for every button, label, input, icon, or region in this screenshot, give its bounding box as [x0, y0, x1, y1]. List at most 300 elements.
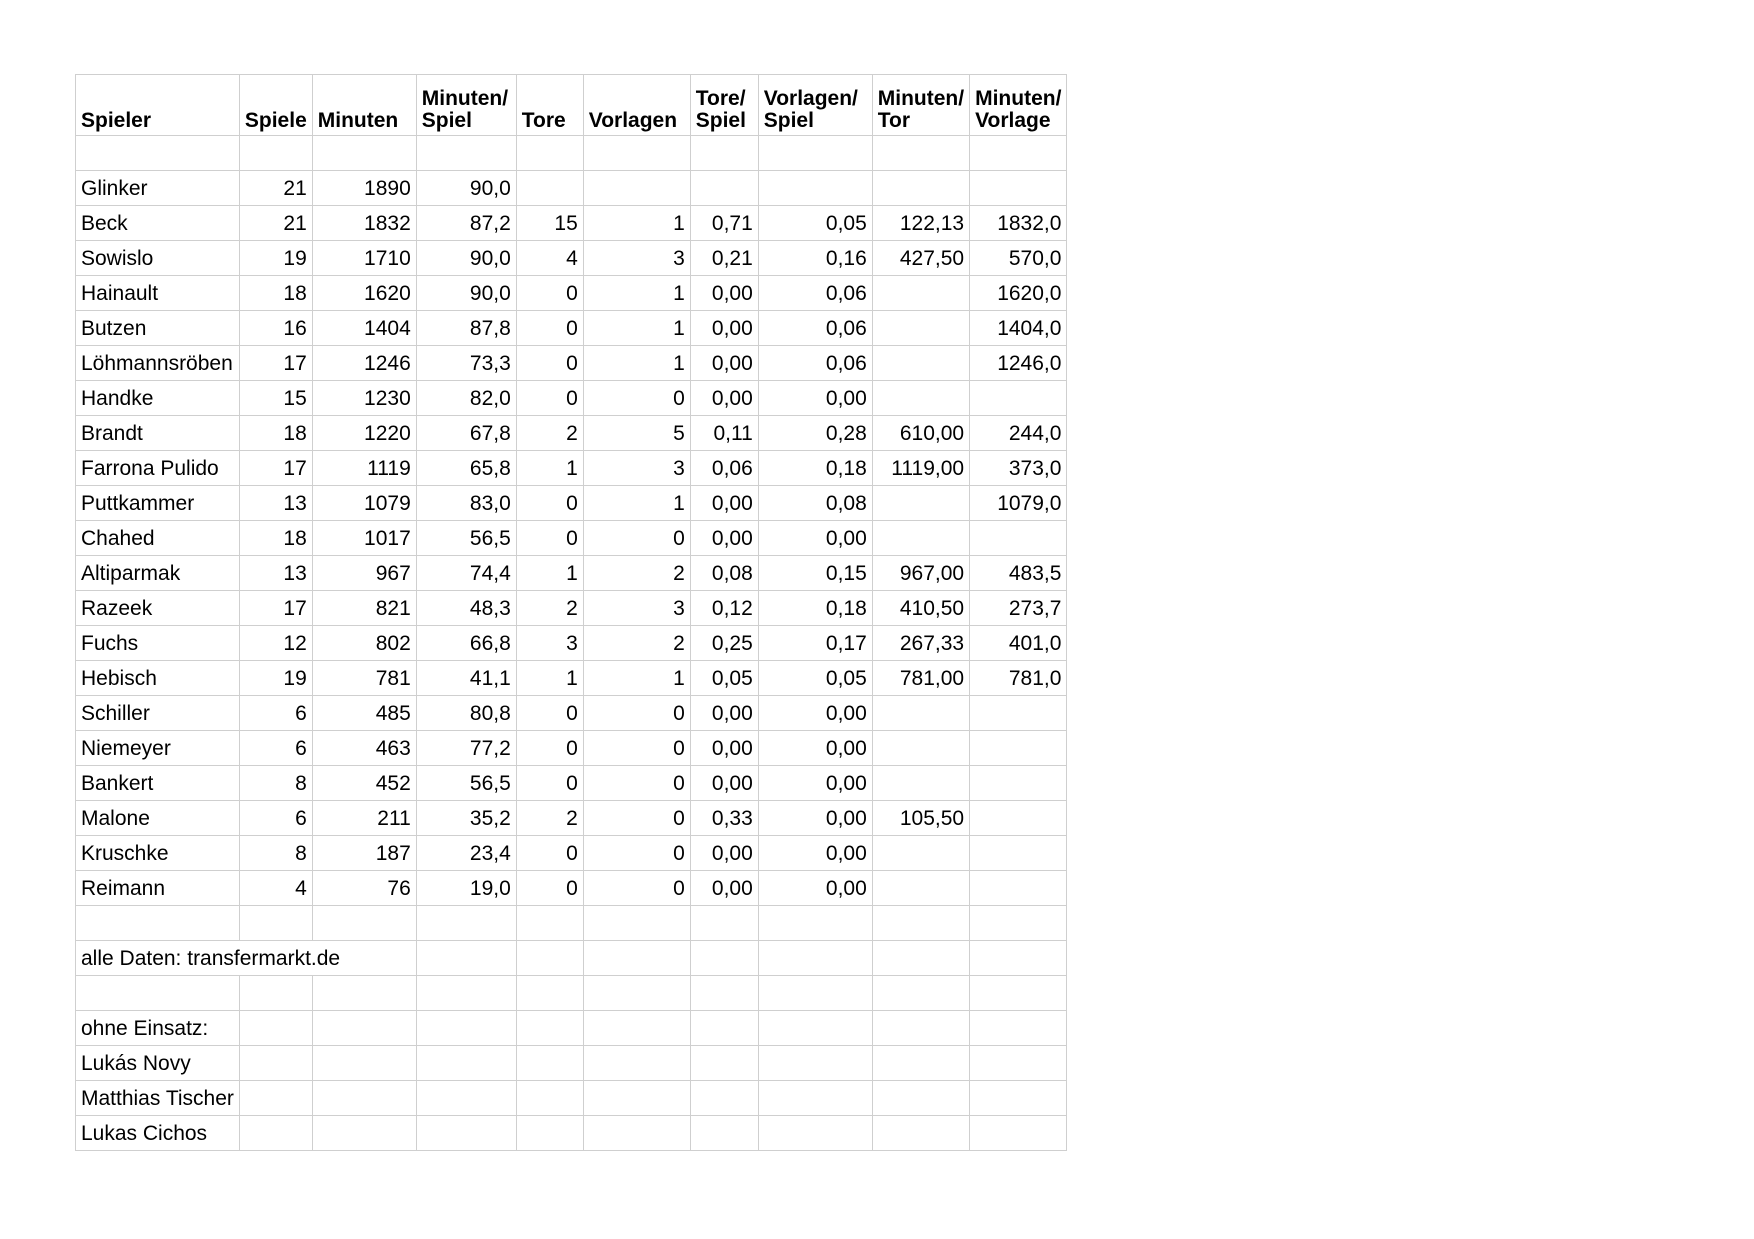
- tore-pro-spiel-cell[interactable]: 0,00: [690, 346, 758, 381]
- spieler-cell[interactable]: Reimann: [76, 871, 240, 906]
- empty-cell[interactable]: [758, 976, 872, 1011]
- spiele-cell[interactable]: 8: [239, 766, 312, 801]
- empty-cell[interactable]: [758, 906, 872, 941]
- empty-cell[interactable]: [416, 1081, 516, 1116]
- vorlagen-pro-spiel-cell[interactable]: 0,00: [758, 521, 872, 556]
- empty-cell[interactable]: [312, 136, 416, 171]
- minuten-pro-spiel-cell[interactable]: 74,4: [416, 556, 516, 591]
- empty-cell[interactable]: [239, 976, 312, 1011]
- header-label: Minuten/: [421, 87, 509, 111]
- header-tore-pro-spiel[interactable]: [690, 75, 758, 136]
- tore-pro-spiel-cell[interactable]: 0,25: [690, 626, 758, 661]
- spiele-cell[interactable]: 17: [239, 591, 312, 626]
- header-vorlagen-pro-spiel[interactable]: [758, 75, 872, 136]
- empty-cell[interactable]: [970, 941, 1067, 976]
- minuten-pro-vorlage-cell[interactable]: 781,0: [970, 661, 1067, 696]
- unused-player-cell[interactable]: Matthias Tischer: [76, 1081, 240, 1116]
- tore-cell[interactable]: 0: [516, 276, 583, 311]
- empty-cell[interactable]: [872, 976, 969, 1011]
- spieler-cell[interactable]: Kruschke: [76, 836, 240, 871]
- empty-cell[interactable]: [758, 1116, 872, 1151]
- minuten-cell[interactable]: 967: [312, 556, 416, 591]
- vorlagen-cell[interactable]: 0: [583, 871, 690, 906]
- minuten-pro-vorlage-cell[interactable]: 1246,0: [970, 346, 1067, 381]
- vorlagen-cell[interactable]: 0: [583, 381, 690, 416]
- empty-cell[interactable]: [312, 976, 416, 1011]
- vorlagen-pro-spiel-cell[interactable]: 0,17: [758, 626, 872, 661]
- vorlagen-pro-spiel-cell[interactable]: 0,05: [758, 206, 872, 241]
- minuten-pro-tor-cell[interactable]: [872, 731, 969, 766]
- empty-cell[interactable]: [690, 136, 758, 171]
- empty-cell[interactable]: [239, 1081, 312, 1116]
- minuten-pro-tor-cell[interactable]: [872, 381, 969, 416]
- empty-cell[interactable]: [758, 1081, 872, 1116]
- tore-pro-spiel-cell[interactable]: 0,05: [690, 661, 758, 696]
- vorlagen-cell[interactable]: 0: [583, 731, 690, 766]
- spieler-cell[interactable]: Glinker: [76, 171, 240, 206]
- empty-cell[interactable]: [690, 1046, 758, 1081]
- spiele-cell[interactable]: 18: [239, 416, 312, 451]
- vorlagen-cell[interactable]: 5: [583, 416, 690, 451]
- spieler-cell[interactable]: Handke: [76, 381, 240, 416]
- tore-pro-spiel-cell[interactable]: 0,00: [690, 696, 758, 731]
- empty-cell[interactable]: [872, 1046, 969, 1081]
- vorlagen-cell[interactable]: 0: [583, 766, 690, 801]
- minuten-pro-spiel-cell[interactable]: 41,1: [416, 661, 516, 696]
- vorlagen-pro-spiel-cell[interactable]: 0,16: [758, 241, 872, 276]
- minuten-cell[interactable]: 821: [312, 591, 416, 626]
- vorlagen-pro-spiel-cell[interactable]: 0,06: [758, 311, 872, 346]
- vorlagen-cell[interactable]: 1: [583, 486, 690, 521]
- minuten-pro-vorlage-cell[interactable]: 1832,0: [970, 206, 1067, 241]
- empty-cell[interactable]: [312, 1046, 416, 1081]
- minuten-cell[interactable]: 802: [312, 626, 416, 661]
- empty-cell[interactable]: [239, 1046, 312, 1081]
- tore-pro-spiel-cell[interactable]: 0,00: [690, 486, 758, 521]
- empty-cell[interactable]: [416, 136, 516, 171]
- vorlagen-pro-spiel-cell[interactable]: 0,18: [758, 451, 872, 486]
- minuten-pro-tor-cell[interactable]: 410,50: [872, 591, 969, 626]
- tore-cell[interactable]: 1: [516, 661, 583, 696]
- empty-cell[interactable]: [583, 941, 690, 976]
- minuten-pro-spiel-cell[interactable]: 19,0: [416, 871, 516, 906]
- empty-cell[interactable]: [872, 1011, 969, 1046]
- minuten-pro-tor-cell[interactable]: 427,50: [872, 241, 969, 276]
- empty-cell[interactable]: [970, 1011, 1067, 1046]
- minuten-cell[interactable]: 1017: [312, 521, 416, 556]
- tore-pro-spiel-cell[interactable]: 0,06: [690, 451, 758, 486]
- minuten-cell[interactable]: 1710: [312, 241, 416, 276]
- empty-cell[interactable]: [516, 136, 583, 171]
- spieler-cell[interactable]: Brandt: [76, 416, 240, 451]
- minuten-cell[interactable]: 1404: [312, 311, 416, 346]
- empty-cell[interactable]: [583, 1116, 690, 1151]
- spiele-cell[interactable]: 13: [239, 486, 312, 521]
- empty-cell[interactable]: [516, 1116, 583, 1151]
- vorlagen-cell[interactable]: 3: [583, 241, 690, 276]
- spiele-cell[interactable]: 19: [239, 661, 312, 696]
- header-vorlagen[interactable]: [583, 75, 690, 136]
- vorlagen-cell[interactable]: 1: [583, 276, 690, 311]
- minuten-pro-spiel-cell[interactable]: 87,8: [416, 311, 516, 346]
- minuten-pro-tor-cell[interactable]: 105,50: [872, 801, 969, 836]
- vorlagen-pro-spiel-cell[interactable]: 0,00: [758, 696, 872, 731]
- spieler-cell[interactable]: Hainault: [76, 276, 240, 311]
- vorlagen-cell[interactable]: 0: [583, 521, 690, 556]
- vorlagen-cell[interactable]: 1: [583, 206, 690, 241]
- empty-cell[interactable]: [239, 906, 312, 941]
- empty-cell[interactable]: [516, 906, 583, 941]
- minuten-pro-spiel-cell[interactable]: 35,2: [416, 801, 516, 836]
- minuten-pro-spiel-cell[interactable]: 80,8: [416, 696, 516, 731]
- empty-cell[interactable]: [690, 1081, 758, 1116]
- tore-pro-spiel-cell[interactable]: 0,21: [690, 241, 758, 276]
- empty-cell[interactable]: [516, 976, 583, 1011]
- empty-cell[interactable]: [970, 906, 1067, 941]
- minuten-pro-vorlage-cell[interactable]: 273,7: [970, 591, 1067, 626]
- spieler-cell[interactable]: Sowislo: [76, 241, 240, 276]
- minuten-pro-vorlage-cell[interactable]: [970, 731, 1067, 766]
- tore-cell[interactable]: 0: [516, 311, 583, 346]
- minuten-pro-tor-cell[interactable]: 267,33: [872, 626, 969, 661]
- vorlagen-pro-spiel-cell[interactable]: 0,18: [758, 591, 872, 626]
- minuten-cell[interactable]: 1220: [312, 416, 416, 451]
- minuten-cell[interactable]: 1890: [312, 171, 416, 206]
- minuten-pro-spiel-cell[interactable]: 56,5: [416, 521, 516, 556]
- minuten-cell[interactable]: 1230: [312, 381, 416, 416]
- empty-cell[interactable]: [312, 1116, 416, 1151]
- spiele-cell[interactable]: 17: [239, 451, 312, 486]
- empty-cell[interactable]: [312, 906, 416, 941]
- minuten-pro-vorlage-cell[interactable]: 570,0: [970, 241, 1067, 276]
- empty-cell[interactable]: [690, 1116, 758, 1151]
- minuten-pro-tor-cell[interactable]: 967,00: [872, 556, 969, 591]
- vorlagen-cell[interactable]: 0: [583, 801, 690, 836]
- source-note[interactable]: alle Daten: transfermarkt.de: [76, 941, 417, 976]
- empty-cell[interactable]: [516, 941, 583, 976]
- empty-cell[interactable]: [690, 1011, 758, 1046]
- minuten-pro-vorlage-cell[interactable]: [970, 521, 1067, 556]
- minuten-pro-tor-cell[interactable]: 781,00: [872, 661, 969, 696]
- empty-cell[interactable]: [758, 1046, 872, 1081]
- minuten-pro-vorlage-cell[interactable]: [970, 836, 1067, 871]
- header-spiele[interactable]: [239, 75, 312, 136]
- empty-cell[interactable]: [758, 136, 872, 171]
- tore-cell[interactable]: 0: [516, 871, 583, 906]
- spiele-cell[interactable]: 4: [239, 871, 312, 906]
- minuten-pro-spiel-cell[interactable]: 83,0: [416, 486, 516, 521]
- empty-cell[interactable]: [76, 906, 240, 941]
- minuten-pro-tor-cell[interactable]: [872, 171, 969, 206]
- header-minuten-pro-spiel[interactable]: [416, 75, 516, 136]
- minuten-pro-spiel-cell[interactable]: 90,0: [416, 276, 516, 311]
- minuten-pro-vorlage-cell[interactable]: 373,0: [970, 451, 1067, 486]
- empty-cell[interactable]: [872, 941, 969, 976]
- vorlagen-pro-spiel-cell[interactable]: 0,06: [758, 346, 872, 381]
- empty-cell[interactable]: [872, 136, 969, 171]
- vorlagen-pro-spiel-cell[interactable]: 0,00: [758, 871, 872, 906]
- empty-cell[interactable]: [239, 1116, 312, 1151]
- minuten-cell[interactable]: 1119: [312, 451, 416, 486]
- tore-cell[interactable]: 1: [516, 556, 583, 591]
- spiele-cell[interactable]: 19: [239, 241, 312, 276]
- tore-cell[interactable]: 0: [516, 731, 583, 766]
- vorlagen-pro-spiel-cell[interactable]: 0,05: [758, 661, 872, 696]
- vorlagen-cell[interactable]: 0: [583, 696, 690, 731]
- minuten-pro-tor-cell[interactable]: 1119,00: [872, 451, 969, 486]
- minuten-cell[interactable]: 1079: [312, 486, 416, 521]
- empty-cell[interactable]: [516, 1046, 583, 1081]
- empty-cell[interactable]: [516, 1081, 583, 1116]
- vorlagen-cell[interactable]: 3: [583, 451, 690, 486]
- minuten-pro-tor-cell[interactable]: 122,13: [872, 206, 969, 241]
- minuten-pro-vorlage-cell[interactable]: [970, 696, 1067, 731]
- spiele-cell[interactable]: 12: [239, 626, 312, 661]
- vorlagen-cell[interactable]: 0: [583, 836, 690, 871]
- minuten-pro-tor-cell[interactable]: [872, 486, 969, 521]
- spiele-cell[interactable]: 15: [239, 381, 312, 416]
- minuten-pro-spiel-cell[interactable]: 77,2: [416, 731, 516, 766]
- empty-cell[interactable]: [583, 1046, 690, 1081]
- vorlagen-cell[interactable]: 3: [583, 591, 690, 626]
- empty-cell[interactable]: [416, 906, 516, 941]
- spieler-cell[interactable]: Altiparmak: [76, 556, 240, 591]
- tore-pro-spiel-cell[interactable]: [690, 171, 758, 206]
- empty-cell[interactable]: [690, 906, 758, 941]
- tore-cell[interactable]: 15: [516, 206, 583, 241]
- tore-pro-spiel-cell[interactable]: 0,00: [690, 871, 758, 906]
- tore-pro-spiel-cell[interactable]: 0,33: [690, 801, 758, 836]
- vorlagen-cell[interactable]: 1: [583, 311, 690, 346]
- empty-cell[interactable]: [416, 941, 516, 976]
- header-minuten-pro-tor[interactable]: [872, 75, 969, 136]
- empty-cell[interactable]: [312, 1081, 416, 1116]
- tore-pro-spiel-cell[interactable]: 0,11: [690, 416, 758, 451]
- spieler-cell[interactable]: Bankert: [76, 766, 240, 801]
- empty-cell[interactable]: [872, 906, 969, 941]
- minuten-pro-vorlage-cell[interactable]: 244,0: [970, 416, 1067, 451]
- vorlagen-pro-spiel-cell[interactable]: 0,28: [758, 416, 872, 451]
- minuten-pro-spiel-cell[interactable]: 82,0: [416, 381, 516, 416]
- spiele-cell[interactable]: 16: [239, 311, 312, 346]
- tore-pro-spiel-cell[interactable]: 0,00: [690, 836, 758, 871]
- minuten-pro-spiel-cell[interactable]: 66,8: [416, 626, 516, 661]
- minuten-pro-vorlage-cell[interactable]: 401,0: [970, 626, 1067, 661]
- vorlagen-cell[interactable]: 1: [583, 346, 690, 381]
- spieler-cell[interactable]: Malone: [76, 801, 240, 836]
- spiele-cell[interactable]: 6: [239, 731, 312, 766]
- empty-cell[interactable]: [76, 976, 240, 1011]
- vorlagen-pro-spiel-cell[interactable]: 0,00: [758, 731, 872, 766]
- tore-cell[interactable]: 4: [516, 241, 583, 276]
- empty-cell[interactable]: [312, 1011, 416, 1046]
- spiele-cell[interactable]: 21: [239, 171, 312, 206]
- minuten-cell[interactable]: 1246: [312, 346, 416, 381]
- tore-cell[interactable]: 0: [516, 696, 583, 731]
- minuten-pro-vorlage-cell[interactable]: [970, 171, 1067, 206]
- minuten-pro-vorlage-cell[interactable]: [970, 766, 1067, 801]
- spiele-cell[interactable]: 18: [239, 276, 312, 311]
- minuten-pro-vorlage-cell[interactable]: [970, 381, 1067, 416]
- spieler-cell[interactable]: Farrona Pulido: [76, 451, 240, 486]
- minuten-pro-spiel-cell[interactable]: 90,0: [416, 171, 516, 206]
- spiele-cell[interactable]: 13: [239, 556, 312, 591]
- minuten-pro-tor-cell[interactable]: [872, 766, 969, 801]
- empty-cell[interactable]: [416, 976, 516, 1011]
- empty-cell[interactable]: [583, 1011, 690, 1046]
- minuten-pro-tor-cell[interactable]: [872, 276, 969, 311]
- minuten-pro-tor-cell[interactable]: 610,00: [872, 416, 969, 451]
- empty-cell[interactable]: [970, 1081, 1067, 1116]
- minuten-pro-vorlage-cell[interactable]: [970, 801, 1067, 836]
- tore-pro-spiel-cell[interactable]: 0,12: [690, 591, 758, 626]
- vorlagen-pro-spiel-cell[interactable]: [758, 171, 872, 206]
- empty-cell[interactable]: [416, 1046, 516, 1081]
- tore-pro-spiel-cell[interactable]: 0,00: [690, 311, 758, 346]
- vorlagen-cell[interactable]: [583, 171, 690, 206]
- vorlagen-pro-spiel-cell[interactable]: 0,06: [758, 276, 872, 311]
- spieler-cell[interactable]: Puttkammer: [76, 486, 240, 521]
- tore-cell[interactable]: 0: [516, 521, 583, 556]
- tore-cell[interactable]: 0: [516, 486, 583, 521]
- header-spieler[interactable]: [76, 75, 240, 136]
- unused-player-cell[interactable]: Lukás Novy: [76, 1046, 240, 1081]
- empty-cell[interactable]: [690, 941, 758, 976]
- minuten-pro-spiel-cell[interactable]: 48,3: [416, 591, 516, 626]
- spiele-cell[interactable]: 17: [239, 346, 312, 381]
- empty-cell[interactable]: [583, 1081, 690, 1116]
- vorlagen-pro-spiel-cell[interactable]: 0,08: [758, 486, 872, 521]
- spiele-cell[interactable]: 6: [239, 696, 312, 731]
- empty-cell[interactable]: [970, 1046, 1067, 1081]
- tore-cell[interactable]: 0: [516, 346, 583, 381]
- minuten-pro-vorlage-cell[interactable]: 1620,0: [970, 276, 1067, 311]
- minuten-pro-spiel-cell[interactable]: 90,0: [416, 241, 516, 276]
- tore-cell[interactable]: 1: [516, 451, 583, 486]
- empty-cell[interactable]: [872, 1116, 969, 1151]
- minuten-cell[interactable]: 187: [312, 836, 416, 871]
- vorlagen-pro-spiel-cell[interactable]: 0,00: [758, 381, 872, 416]
- spieler-cell[interactable]: Schiller: [76, 696, 240, 731]
- minuten-pro-tor-cell[interactable]: [872, 696, 969, 731]
- minuten-pro-tor-cell[interactable]: [872, 836, 969, 871]
- vorlagen-pro-spiel-cell[interactable]: 0,00: [758, 836, 872, 871]
- tore-pro-spiel-cell[interactable]: 0,00: [690, 731, 758, 766]
- spiele-cell[interactable]: 8: [239, 836, 312, 871]
- tore-pro-spiel-cell[interactable]: 0,08: [690, 556, 758, 591]
- vorlagen-pro-spiel-cell[interactable]: 0,00: [758, 801, 872, 836]
- tore-cell[interactable]: 0: [516, 381, 583, 416]
- empty-cell[interactable]: [758, 1011, 872, 1046]
- tore-pro-spiel-cell[interactable]: 0,00: [690, 766, 758, 801]
- vorlagen-cell[interactable]: 2: [583, 626, 690, 661]
- tore-cell[interactable]: 0: [516, 836, 583, 871]
- minuten-pro-tor-cell[interactable]: [872, 346, 969, 381]
- minuten-pro-vorlage-cell[interactable]: 1404,0: [970, 311, 1067, 346]
- spieler-cell[interactable]: Fuchs: [76, 626, 240, 661]
- minuten-pro-spiel-cell[interactable]: 73,3: [416, 346, 516, 381]
- tore-cell[interactable]: 2: [516, 591, 583, 626]
- minuten-pro-spiel-cell[interactable]: 65,8: [416, 451, 516, 486]
- spieler-cell[interactable]: Niemeyer: [76, 731, 240, 766]
- empty-cell[interactable]: [416, 1011, 516, 1046]
- spieler-cell[interactable]: Hebisch: [76, 661, 240, 696]
- minuten-pro-tor-cell[interactable]: [872, 311, 969, 346]
- tore-pro-spiel-cell[interactable]: 0,71: [690, 206, 758, 241]
- empty-cell[interactable]: [239, 1011, 312, 1046]
- spieler-cell[interactable]: Löhmannsröben: [76, 346, 240, 381]
- tore-pro-spiel-cell[interactable]: 0,00: [690, 276, 758, 311]
- minuten-pro-vorlage-cell[interactable]: 483,5: [970, 556, 1067, 591]
- minuten-cell[interactable]: 1832: [312, 206, 416, 241]
- minuten-pro-vorlage-cell[interactable]: 1079,0: [970, 486, 1067, 521]
- empty-cell[interactable]: [970, 1116, 1067, 1151]
- minuten-pro-vorlage-cell[interactable]: [970, 871, 1067, 906]
- minuten-cell[interactable]: 485: [312, 696, 416, 731]
- tore-cell[interactable]: 2: [516, 416, 583, 451]
- minuten-cell[interactable]: 452: [312, 766, 416, 801]
- header-minuten-pro-vorlage[interactable]: [970, 75, 1067, 136]
- spiele-cell[interactable]: 18: [239, 521, 312, 556]
- empty-cell[interactable]: [583, 976, 690, 1011]
- empty-cell[interactable]: [76, 136, 240, 171]
- empty-cell[interactable]: [872, 1081, 969, 1116]
- empty-cell[interactable]: [970, 976, 1067, 1011]
- empty-cell[interactable]: [758, 941, 872, 976]
- tore-cell[interactable]: 2: [516, 801, 583, 836]
- tore-pro-spiel-cell[interactable]: 0,00: [690, 381, 758, 416]
- minuten-pro-spiel-cell[interactable]: 23,4: [416, 836, 516, 871]
- spieler-cell[interactable]: Butzen: [76, 311, 240, 346]
- empty-cell[interactable]: [583, 906, 690, 941]
- spiele-cell[interactable]: 6: [239, 801, 312, 836]
- minuten-cell[interactable]: 1620: [312, 276, 416, 311]
- minuten-pro-tor-cell[interactable]: [872, 871, 969, 906]
- spieler-cell[interactable]: Beck: [76, 206, 240, 241]
- empty-cell[interactable]: [583, 136, 690, 171]
- vorlagen-pro-spiel-cell[interactable]: 0,00: [758, 766, 872, 801]
- minuten-pro-spiel-cell[interactable]: 87,2: [416, 206, 516, 241]
- header-label: Minuten/: [975, 87, 1062, 111]
- minuten-cell[interactable]: 781: [312, 661, 416, 696]
- spieler-cell[interactable]: Razeek: [76, 591, 240, 626]
- spiele-cell[interactable]: 21: [239, 206, 312, 241]
- header-tore[interactable]: [516, 75, 583, 136]
- tore-cell[interactable]: [516, 171, 583, 206]
- vorlagen-cell[interactable]: 2: [583, 556, 690, 591]
- tore-cell[interactable]: 0: [516, 766, 583, 801]
- empty-cell[interactable]: [416, 1116, 516, 1151]
- tore-cell[interactable]: 3: [516, 626, 583, 661]
- empty-cell[interactable]: [239, 136, 312, 171]
- vorlagen-pro-spiel-cell[interactable]: 0,15: [758, 556, 872, 591]
- minuten-cell[interactable]: 76: [312, 871, 416, 906]
- header-minuten[interactable]: [312, 75, 416, 136]
- minuten-pro-spiel-cell[interactable]: 67,8: [416, 416, 516, 451]
- spieler-cell[interactable]: Chahed: [76, 521, 240, 556]
- minuten-cell[interactable]: 211: [312, 801, 416, 836]
- empty-cell[interactable]: [970, 136, 1067, 171]
- tore-pro-spiel-cell[interactable]: 0,00: [690, 521, 758, 556]
- vorlagen-cell[interactable]: 1: [583, 661, 690, 696]
- minuten-pro-tor-cell[interactable]: [872, 521, 969, 556]
- minuten-cell[interactable]: 463: [312, 731, 416, 766]
- empty-cell[interactable]: [516, 1011, 583, 1046]
- minuten-pro-spiel-cell[interactable]: 56,5: [416, 766, 516, 801]
- unused-player-cell[interactable]: Lukas Cichos: [76, 1116, 240, 1151]
- unused-title-cell[interactable]: ohne Einsatz:: [76, 1011, 240, 1046]
- empty-cell[interactable]: [690, 976, 758, 1011]
